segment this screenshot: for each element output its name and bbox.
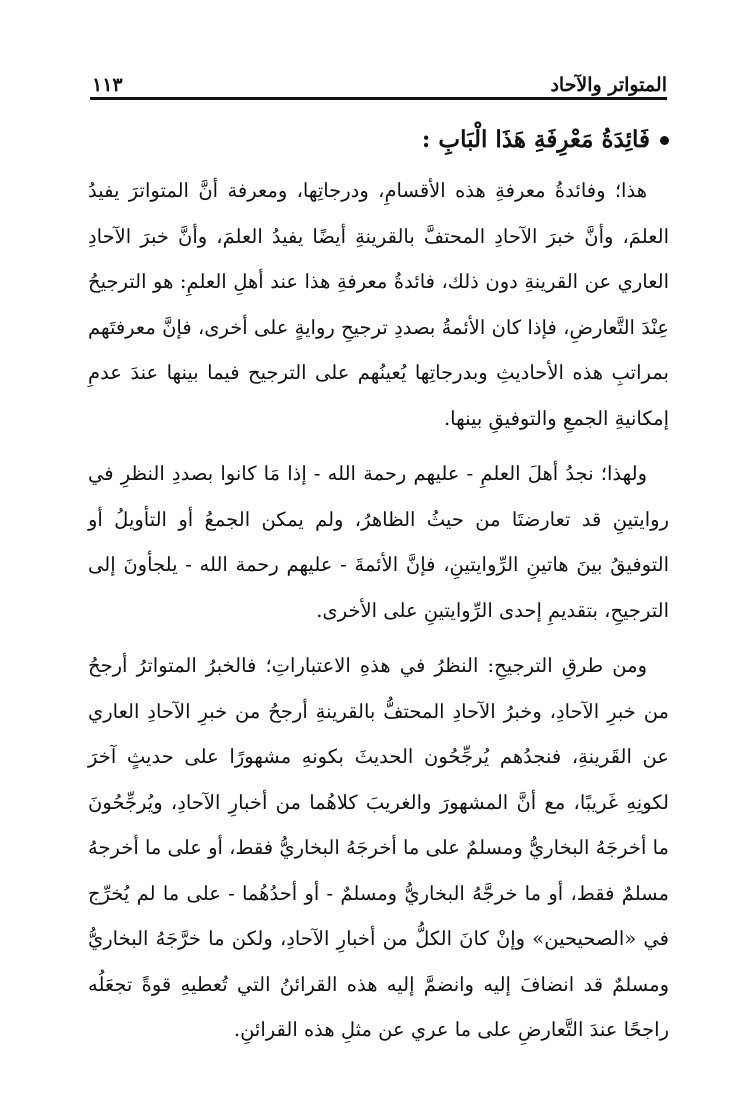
section-heading-text: فَائِدَةُ مَعْرِفَةِ هَذَا الْبَابِ : xyxy=(421,126,650,153)
page-body xyxy=(88,118,669,1063)
paragraph-1: هذا؛ وفائدةُ معرفةِ هذه الأقسامِ، ودرجاتِها، ومعرفة أنَّ المتواترَ يفيدُ العلمَ، وأنَّ خبرَ الآحادِ المحتفَّ بالقرينةِ أيضًا يفيدُ العلمَ، وأنَّ خبرَ الآحادِ العاري عن القرينةِ دون ذلك، فائدةُ معرفةِ هذا عند أهلِ العلمِ: هو الترجيحُ عِنْدَ التَّعارضِ، فإذا كان الأئمةُ بصددِ ترجيحِ روايةٍ على أخرى، فإنَّ معرفتَهم بمراتبِ هذه الأحاديثِ وبدرجاتِها يُعينُهم على الترجيح فيما بينها عندَ عدمِ إمكانيةِ الجمعِ والتوفيقِ بينها. xyxy=(88,179,669,430)
bullet-icon xyxy=(660,136,669,145)
header-rule xyxy=(90,97,667,100)
page-header xyxy=(92,62,667,96)
paragraph-2: ولهذا؛ نجدُ أهلَ العلمِ - عليهم رحمة الله - إذا مَا كانوا بصددِ النظرِ في روايتينِ قد تعارضتَا من حيثُ الظاهرُ، ولم يمكن الجمعُ أو التأويلُ أو التوفيقُ بينَ هاتينِ الرِّوايتينِ، فإنَّ الأئمةَ - عليهم رحمة الله - يلجأونَ إلى الترجيحِ، بتقديمِ إحدى الرِّوايتينِ على الأخرى. xyxy=(88,462,669,622)
section-heading xyxy=(88,118,669,162)
paragraph-3: ومن طرقِ الترجيحِ: النظرُ في هذهِ الاعتباراتِ؛ فالخبرُ المتواترُ أرجحُ من خبرِ الآحادِ، وخبرُ الآحادِ المحتفُّ بالقرينةِ أرجحُ من خبرِ الآحادِ العاري عن القَرينةِ، فنجدُهم يُرجِّحُون الحديثَ بكونهِ مشهورًا على حديثٍ آخرَ لكونِهِ غَريبًا، مع أنَّ المشهورَ والغريبَ كلاهُما من أخبارِ الآحادِ، ويُرجِّحُونَ ما أخرجَهُ البخاريُّ ومسلمٌ على ما أخرجَهُ البخاريُّ فقط، أو على ما أخرجهُ مسلمٌ فقط، أو ما خرجَّهُ البخاريُّ ومسلمٌ - أو أحدُهُما - على ما لم يُخرِّج في «الصحيحين» وإنْ كانَ الكلُّ من أخبارِ الآحادِ، ولكن ما خرَّجَهُ البخاريُّ ومسلمٌ قد انضافَ إليه وانضمَّ إليه هذه القرائنُ التي تُعطيهِ قوةً تجعَلُه راجحًا عندَ التَّعارضِ على ما عري عن مثلِ هذه القرائنِ. xyxy=(88,654,669,1041)
page-number: ١١٣ xyxy=(92,74,123,96)
running-title: المتواتر والآحاد xyxy=(550,74,667,96)
